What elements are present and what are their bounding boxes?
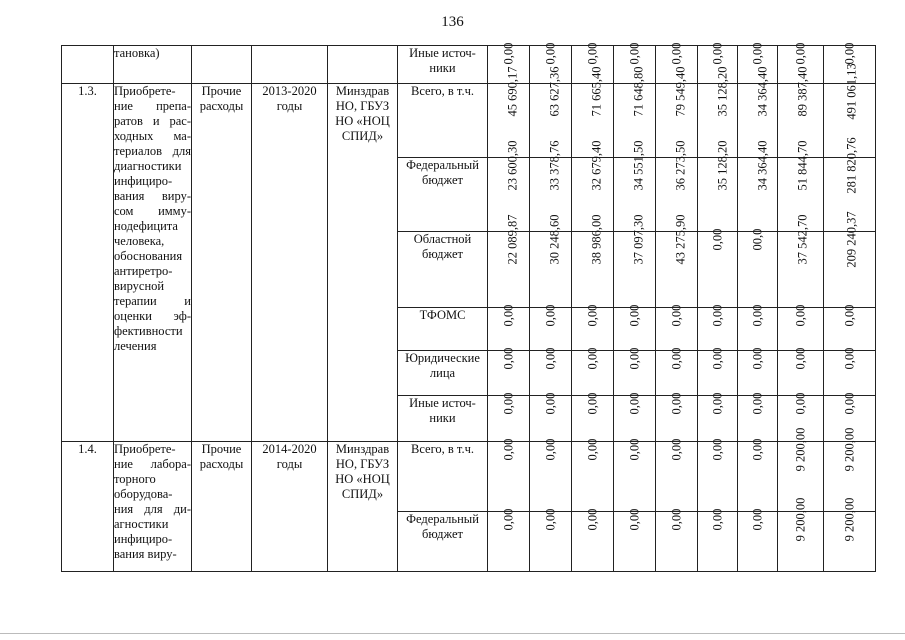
source-label: ТФОМС — [398, 308, 488, 351]
value-cell: 0,00 — [627, 508, 641, 531]
value-cell: 0,00 — [793, 304, 807, 327]
value-cell: 0,00 — [793, 347, 807, 370]
value-cell: 0,00 — [501, 42, 515, 65]
value-cell: 32 679,40 — [589, 140, 604, 191]
value-cell: 22 089,87 — [505, 214, 520, 265]
value-cell: 71 648,80 — [631, 66, 646, 117]
value-cell: 34 364,40 — [755, 140, 770, 191]
page-edge-line — [0, 633, 905, 634]
value-cell: 0,00 — [750, 347, 764, 370]
value-cell: 209 240,37 — [844, 211, 859, 268]
value-cell: 38 986,00 — [589, 214, 604, 265]
value-cell: 0,00 — [669, 392, 683, 415]
value-cell: 0,00 — [543, 392, 557, 415]
expense-type: Прочие расходы — [192, 442, 252, 572]
value-cell: 9 200,00 — [842, 497, 856, 542]
item-executor: Минздрав НО, ГБУЗ НО «НОЦ СПИД» — [328, 84, 398, 442]
value-cell: 0,00 — [669, 42, 683, 65]
source-label: Федеральный бюджет — [398, 158, 488, 232]
value-cell: 0,00 — [585, 392, 599, 415]
value-cell: 0,00 — [710, 392, 724, 415]
value-cell: 34 364,40 — [755, 66, 770, 117]
value-cell: 0,00 — [750, 508, 764, 531]
value-cell: 0,00 — [543, 304, 557, 327]
value-cell: 0,00 — [543, 438, 557, 461]
source-label: Областной бюджет — [398, 232, 488, 308]
value-cell: 281 820,76 — [844, 137, 859, 194]
value-cell: 43 275,90 — [673, 214, 688, 265]
table-row — [62, 442, 876, 512]
source-label: Юридические лица — [398, 351, 488, 396]
value-cell: 0,00 — [627, 392, 641, 415]
item-number: 1.3. — [62, 84, 114, 442]
value-cell: 37 097,30 — [631, 214, 646, 265]
expense-type: Прочие расходы — [192, 84, 252, 442]
source-label: Всего, в т.ч. — [398, 84, 488, 158]
value-cell: 0,00 — [750, 438, 764, 461]
value-cell: 0,00 — [750, 392, 764, 415]
source-label: Иные источ-ники — [398, 46, 488, 84]
value-cell: 0,00 — [501, 508, 515, 531]
item-period: 2013-2020 годы — [252, 84, 328, 442]
value-cell: 0,00 — [585, 42, 599, 65]
item-period: 2014-2020 годы — [252, 442, 328, 572]
value-cell: 0,00 — [627, 347, 641, 370]
value-cell: 0,00 — [501, 304, 515, 327]
value-cell: 0,00 — [710, 228, 724, 251]
value-cell: 0,00 — [501, 347, 515, 370]
source-label: Всего, в т.ч. — [398, 442, 488, 512]
value-cell: 71 665,40 — [589, 66, 604, 117]
value-cell: 35 128,20 — [715, 66, 730, 117]
value-cell: 0,00 — [627, 438, 641, 461]
value-cell: 89 387,40 — [795, 66, 810, 117]
value-cell: 0,00 — [710, 42, 724, 65]
cell-num — [62, 46, 114, 84]
value-cell: 0,00 — [585, 438, 599, 461]
value-cell: 0,00 — [710, 347, 724, 370]
source-label: Иные источ-ники — [398, 396, 488, 442]
value-cell: 79 549,40 — [673, 66, 688, 117]
value-cell: 0,00 — [842, 42, 856, 65]
value-cell: 0,00 — [543, 508, 557, 531]
value-cell: 0,00 — [710, 438, 724, 461]
value-cell: 0,00 — [669, 347, 683, 370]
value-cell: 0,00 — [710, 304, 724, 327]
item-number: 1.4. — [62, 442, 114, 572]
value-cell: 0,00 — [627, 304, 641, 327]
budget-table — [61, 42, 876, 572]
value-cell: 33 378,76 — [547, 140, 562, 191]
value-cell: 37 542,70 — [795, 214, 810, 265]
value-cell: 23 600,30 — [505, 140, 520, 191]
value-cell: 9 200,00 — [793, 427, 807, 472]
value-cell: 9 200,00 — [793, 497, 807, 542]
value-cell: 9 200,00 — [842, 427, 856, 472]
value-cell: 63 627,36 — [547, 66, 562, 117]
source-label: Федеральный бюджет — [398, 512, 488, 572]
value-cell: 0,00 — [501, 438, 515, 461]
value-cell: 491 061,13 — [844, 63, 859, 120]
value-cell: 0,00 — [585, 508, 599, 531]
value-cell: 0,00 — [793, 392, 807, 415]
value-cell: 0,00 — [501, 392, 515, 415]
value-cell: 51 844,70 — [795, 140, 810, 191]
value-cell: 0,00 — [543, 42, 557, 65]
value-cell: 30 248,60 — [547, 214, 562, 265]
value-cell: 0,00 — [627, 42, 641, 65]
value-cell: 0,00 — [793, 42, 807, 65]
value-cell: 0,00 — [543, 347, 557, 370]
value-cell: 0,00 — [585, 304, 599, 327]
item-name: Приобрете-ние лабора-торного оборудова-ния для ди-агностики инфициро-вания виру- — [114, 442, 192, 572]
table-row — [62, 46, 876, 84]
value-cell: 36 273,50 — [673, 140, 688, 191]
page-number: 136 — [441, 14, 464, 30]
value-cell: 0,00 — [842, 392, 856, 415]
value-cell: 35 128,20 — [715, 140, 730, 191]
value-cell: 00,0 — [750, 228, 764, 251]
value-cell: 0,00 — [750, 304, 764, 327]
value-cell: 45 690,17 — [505, 66, 520, 117]
table-row — [62, 84, 876, 158]
value-cell: 0,00 — [750, 42, 764, 65]
item-name: Приобрете-ние препа-ратов и рас-ходных ма-териалов для диагностики инфициро-вания виру-сом имму-нодефицита человека, обоснования антиретро-вирусной терапии и оценки эф-фективности лечения — [114, 84, 192, 442]
value-cell: 0,00 — [710, 508, 724, 531]
value-cell: 0,00 — [842, 304, 856, 327]
value-cell: 0,00 — [669, 304, 683, 327]
value-cell: 0,00 — [842, 347, 856, 370]
name-fragment: тановка) — [114, 46, 192, 84]
value-cell: 0,00 — [585, 347, 599, 370]
value-cell: 34 551,50 — [631, 140, 646, 191]
value-cell: 0,00 — [669, 508, 683, 531]
item-executor: Минздрав НО, ГБУЗ НО «НОЦ СПИД» — [328, 442, 398, 572]
value-cell: 0,00 — [669, 438, 683, 461]
